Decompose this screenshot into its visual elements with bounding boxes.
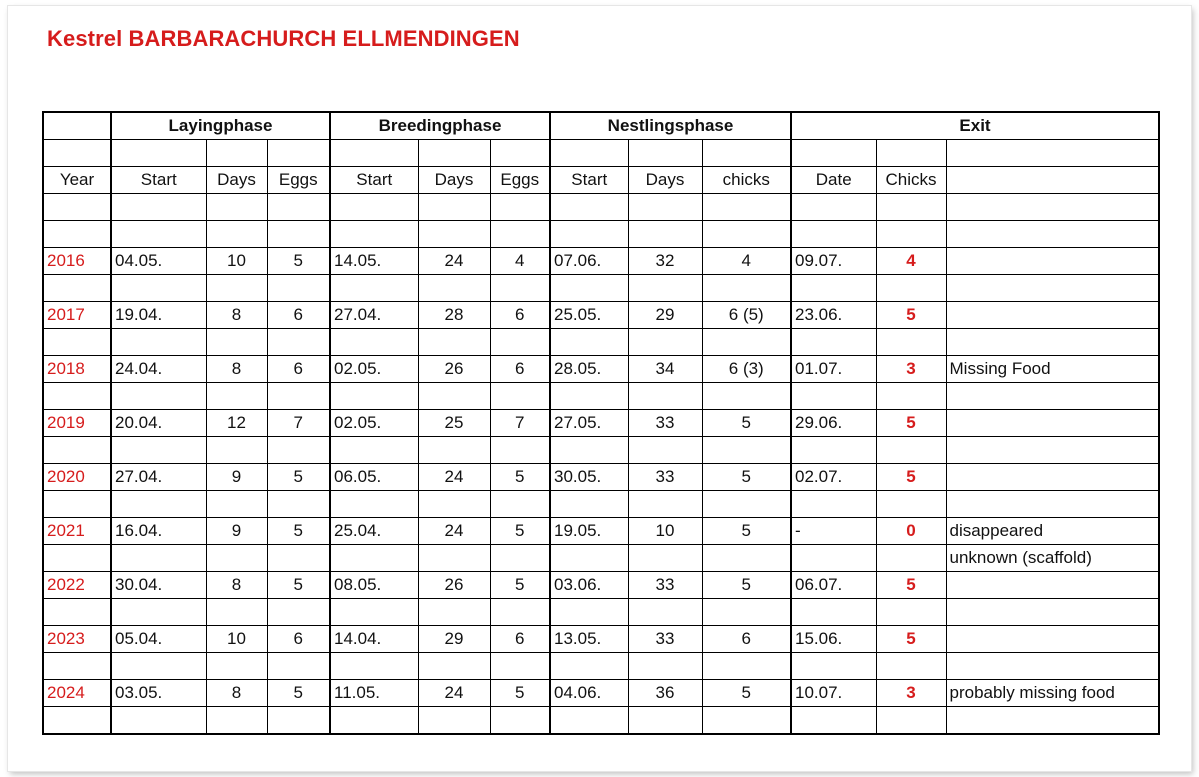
column-header-row: [43, 167, 1159, 194]
phase-breeding-header: Breedingphase: [330, 112, 550, 140]
exit-date-cell: 06.07.: [791, 572, 876, 599]
year-cell: 2017: [43, 302, 111, 329]
breed-days-cell: 25: [418, 410, 490, 437]
breed-start-cell: 27.04.: [330, 302, 418, 329]
breed-start-cell: 11.05.: [330, 680, 418, 707]
spacer-row: [43, 275, 1159, 302]
table-row: [43, 248, 1159, 275]
nest-chicks-cell: 5: [702, 518, 791, 545]
note-cell: [946, 464, 1159, 491]
exit-date-cell: 09.07.: [791, 248, 876, 275]
nest-days-cell: 33: [628, 410, 702, 437]
breed-eggs-cell: 5: [490, 518, 550, 545]
note-cell: disappeared: [946, 518, 1159, 545]
exit-chicks-cell: 5: [876, 464, 946, 491]
lay-start-cell: 03.05.: [111, 680, 206, 707]
nest-chicks-cell: 6: [702, 626, 791, 653]
nest-chicks-cell: 6 (3): [702, 356, 791, 383]
exit-date-cell: 29.06.: [791, 410, 876, 437]
exit-chicks-cell: 5: [876, 410, 946, 437]
spacer-row: [43, 329, 1159, 356]
phase-header-row: [43, 112, 1159, 140]
nest-start-cell: 28.05.: [550, 356, 628, 383]
exit-chicks-cell: 4: [876, 248, 946, 275]
breed-days-cell: 26: [418, 356, 490, 383]
spacer-row: [43, 140, 1159, 167]
col-exit-date: Date: [791, 167, 876, 194]
spacer-row: [43, 545, 1159, 572]
table-row: [43, 302, 1159, 329]
lay-days-cell: 8: [206, 356, 267, 383]
year-cell: 2021: [43, 518, 111, 545]
year-cell: 2024: [43, 680, 111, 707]
breed-days-cell: 24: [418, 248, 490, 275]
col-breed-eggs: Eggs: [490, 167, 550, 194]
lay-days-cell: 8: [206, 302, 267, 329]
nest-start-cell: 25.05.: [550, 302, 628, 329]
note-cell: [946, 626, 1159, 653]
lay-days-cell: 12: [206, 410, 267, 437]
lay-start-cell: 30.04.: [111, 572, 206, 599]
table-row: [43, 356, 1159, 383]
col-nest-days: Days: [628, 167, 702, 194]
note-cell: [946, 410, 1159, 437]
nest-start-cell: 03.06.: [550, 572, 628, 599]
lay-start-cell: 20.04.: [111, 410, 206, 437]
exit-chicks-cell: 5: [876, 572, 946, 599]
exit-date-cell: 02.07.: [791, 464, 876, 491]
lay-days-cell: 9: [206, 518, 267, 545]
breed-start-cell: 25.04.: [330, 518, 418, 545]
breed-days-cell: 28: [418, 302, 490, 329]
spacer-row: [43, 491, 1159, 518]
note-cell: Missing Food: [946, 356, 1159, 383]
breed-eggs-cell: 7: [490, 410, 550, 437]
year-cell: 2018: [43, 356, 111, 383]
exit-chicks-cell: 0: [876, 518, 946, 545]
spacer-row: [43, 221, 1159, 248]
table-row: [43, 680, 1159, 707]
nest-days-cell: 29: [628, 302, 702, 329]
nest-data-table: [42, 111, 1160, 735]
phase-laying-header: Layingphase: [111, 112, 330, 140]
nest-start-cell: 27.05.: [550, 410, 628, 437]
breed-eggs-cell: 5: [490, 680, 550, 707]
page-title: Kestrel BARBARACHURCH ELLMENDINGEN: [47, 26, 520, 51]
year-cell: 2019: [43, 410, 111, 437]
nest-days-cell: 33: [628, 464, 702, 491]
col-exit-chicks: Chicks: [876, 167, 946, 194]
lay-days-cell: 10: [206, 248, 267, 275]
phase-nestling-header: Nestlingsphase: [550, 112, 791, 140]
spacer-row: [43, 437, 1159, 464]
col-nest-chicks: chicks: [702, 167, 791, 194]
year-cell: 2022: [43, 572, 111, 599]
phase-exit-header: Exit: [791, 112, 1159, 140]
lay-start-cell: 04.05.: [111, 248, 206, 275]
breed-eggs-cell: 4: [490, 248, 550, 275]
nest-days-cell: 10: [628, 518, 702, 545]
lay-eggs-cell: 6: [267, 356, 330, 383]
lay-days-cell: 9: [206, 464, 267, 491]
exit-chicks-cell: 5: [876, 626, 946, 653]
spacer-row: [43, 383, 1159, 410]
table-row: [43, 572, 1159, 599]
exit-chicks-cell: 5: [876, 302, 946, 329]
lay-days-cell: 10: [206, 626, 267, 653]
lay-eggs-cell: 5: [267, 680, 330, 707]
lay-start-cell: 19.04.: [111, 302, 206, 329]
nest-chicks-cell: 5: [702, 572, 791, 599]
nest-chicks-cell: 5: [702, 680, 791, 707]
lay-eggs-cell: 5: [267, 518, 330, 545]
breed-eggs-cell: 5: [490, 464, 550, 491]
year-cell: 2016: [43, 248, 111, 275]
breed-start-cell: 14.04.: [330, 626, 418, 653]
lay-start-cell: 27.04.: [111, 464, 206, 491]
breed-days-cell: 29: [418, 626, 490, 653]
lay-eggs-cell: 5: [267, 248, 330, 275]
table-row: [43, 518, 1159, 545]
nest-days-cell: 32: [628, 248, 702, 275]
col-breed-start: Start: [330, 167, 418, 194]
lay-eggs-cell: 6: [267, 302, 330, 329]
exit-date-cell: -: [791, 518, 876, 545]
nest-start-cell: 07.06.: [550, 248, 628, 275]
lay-days-cell: 8: [206, 680, 267, 707]
nest-chicks-cell: 6 (5): [702, 302, 791, 329]
lay-eggs-cell: 7: [267, 410, 330, 437]
note-continued-cell: unknown (scaffold): [946, 545, 1159, 572]
col-notes: [946, 167, 1159, 194]
breed-days-cell: 26: [418, 572, 490, 599]
lay-eggs-cell: 5: [267, 572, 330, 599]
breed-eggs-cell: 6: [490, 302, 550, 329]
breed-eggs-cell: 6: [490, 356, 550, 383]
table-row: [43, 626, 1159, 653]
spacer-row: [43, 707, 1159, 735]
col-lay-eggs: Eggs: [267, 167, 330, 194]
note-cell: [946, 248, 1159, 275]
exit-date-cell: 15.06.: [791, 626, 876, 653]
nest-chicks-cell: 5: [702, 410, 791, 437]
breed-days-cell: 24: [418, 464, 490, 491]
col-lay-start: Start: [111, 167, 206, 194]
nest-chicks-cell: 5: [702, 464, 791, 491]
col-breed-days: Days: [418, 167, 490, 194]
breed-days-cell: 24: [418, 518, 490, 545]
nest-chicks-cell: 4: [702, 248, 791, 275]
exit-date-cell: 10.07.: [791, 680, 876, 707]
nest-start-cell: 19.05.: [550, 518, 628, 545]
nest-start-cell: 13.05.: [550, 626, 628, 653]
col-year: Year: [43, 167, 111, 194]
nest-start-cell: 30.05.: [550, 464, 628, 491]
year-cell: 2020: [43, 464, 111, 491]
lay-eggs-cell: 6: [267, 626, 330, 653]
spacer-row: [43, 599, 1159, 626]
table-row: [43, 410, 1159, 437]
note-cell: [946, 572, 1159, 599]
exit-chicks-cell: 3: [876, 680, 946, 707]
breed-eggs-cell: 6: [490, 626, 550, 653]
note-cell: [946, 302, 1159, 329]
nest-days-cell: 33: [628, 572, 702, 599]
note-cell: probably missing food: [946, 680, 1159, 707]
breed-start-cell: 06.05.: [330, 464, 418, 491]
lay-start-cell: 05.04.: [111, 626, 206, 653]
nest-days-cell: 33: [628, 626, 702, 653]
nest-days-cell: 36: [628, 680, 702, 707]
breed-start-cell: 08.05.: [330, 572, 418, 599]
breed-days-cell: 24: [418, 680, 490, 707]
exit-chicks-cell: 3: [876, 356, 946, 383]
table-row: [43, 464, 1159, 491]
spacer-row: [43, 653, 1159, 680]
lay-days-cell: 8: [206, 572, 267, 599]
col-nest-start: Start: [550, 167, 628, 194]
lay-eggs-cell: 5: [267, 464, 330, 491]
breed-eggs-cell: 5: [490, 572, 550, 599]
col-lay-days: Days: [206, 167, 267, 194]
year-cell: 2023: [43, 626, 111, 653]
spacer-row: [43, 194, 1159, 221]
nest-start-cell: 04.06.: [550, 680, 628, 707]
lay-start-cell: 16.04.: [111, 518, 206, 545]
exit-date-cell: 01.07.: [791, 356, 876, 383]
breed-start-cell: 14.05.: [330, 248, 418, 275]
nest-days-cell: 34: [628, 356, 702, 383]
exit-date-cell: 23.06.: [791, 302, 876, 329]
lay-start-cell: 24.04.: [111, 356, 206, 383]
breed-start-cell: 02.05.: [330, 356, 418, 383]
breed-start-cell: 02.05.: [330, 410, 418, 437]
